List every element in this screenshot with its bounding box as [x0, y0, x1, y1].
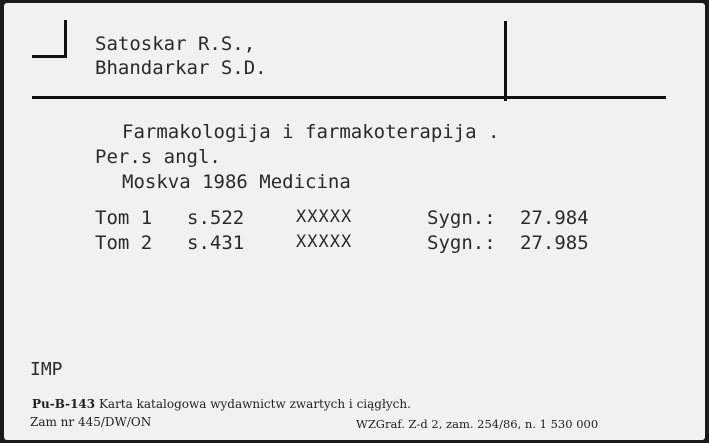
- volume-2-sygn-label: Sygn.:: [427, 232, 496, 254]
- stamp-imp: IMP: [30, 359, 63, 380]
- header-horizontal-rule: [32, 96, 666, 99]
- volume-1-struck-text: XXXXX: [296, 207, 353, 227]
- corner-mark-horizontal: [32, 55, 67, 58]
- author-1: Satoskar R.S.,: [95, 33, 256, 55]
- author-2: Bhandarkar S.D.: [95, 57, 267, 79]
- header-vertical-rule: [504, 21, 507, 101]
- volume-1-sygn-label: Sygn.:: [427, 207, 496, 229]
- form-title: Karta katalogowa wydawnictw zwartych i ciągłych.: [98, 397, 411, 411]
- form-code: Pu-B-143: [32, 397, 96, 411]
- imprint-line: Moskva 1986 Medicina: [122, 171, 351, 193]
- volume-1-tom: Tom 1: [95, 207, 153, 229]
- title-line: Farmakologija i farmakoterapija .: [122, 121, 500, 143]
- catalog-card: [4, 3, 705, 440]
- volume-2-sygn: 27.985: [520, 232, 589, 254]
- corner-mark-vertical: [64, 20, 67, 58]
- footer-print-info: WZGraf. Z-d 2, zam. 254/86, n. 1 530 000: [356, 417, 599, 431]
- translation-line: Per.s angl.: [95, 146, 221, 168]
- volume-1-sygn: 27.984: [520, 207, 589, 229]
- footer-line-1: [32, 398, 411, 410]
- volume-1-pages: s.522: [187, 207, 245, 229]
- volume-2-struck-text: XXXXX: [296, 232, 353, 252]
- volume-2-tom: Tom 2: [95, 232, 153, 254]
- footer-order-ref: Zam nr 445/DW/ON: [30, 415, 152, 429]
- volume-2-pages: s.431: [187, 232, 245, 254]
